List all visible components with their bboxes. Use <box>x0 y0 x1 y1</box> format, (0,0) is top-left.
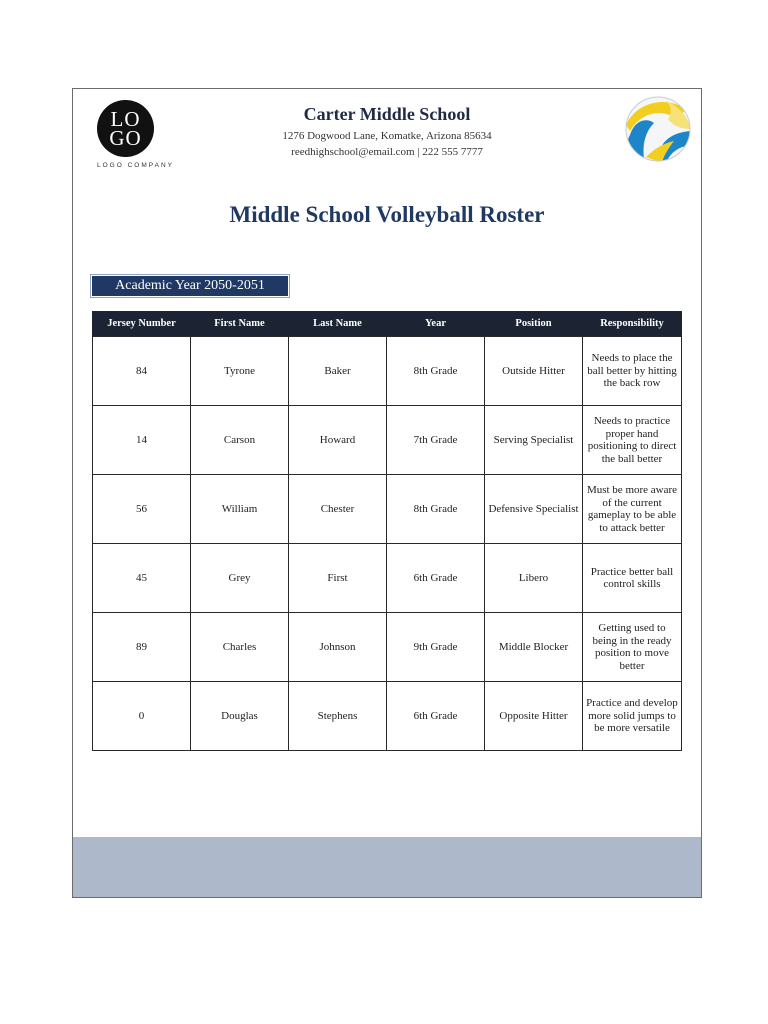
table-row <box>93 475 682 544</box>
academic-year-label: Academic Year 2050-2051 <box>92 276 288 296</box>
cell-responsibility: Practice and develop more solid jumps to be more versatile <box>583 682 682 751</box>
cell-position: Opposite Hitter <box>485 682 583 751</box>
cell-jersey-number: 84 <box>93 337 191 406</box>
cell-last-name: Stephens <box>289 682 387 751</box>
cell-position: Middle Blocker <box>485 613 583 682</box>
table-header-row <box>93 311 682 337</box>
cell-last-name: Chester <box>289 475 387 544</box>
table-row <box>93 406 682 475</box>
page-title: Middle School Volleyball Roster <box>229 202 545 227</box>
cell-last-name: First <box>289 544 387 613</box>
cell-jersey-number: 89 <box>93 613 191 682</box>
cell-year: 6th Grade <box>387 682 485 751</box>
footer-band <box>73 837 701 897</box>
header-year: Year <box>387 311 485 337</box>
cell-position: Defensive Specialist <box>485 475 583 544</box>
cell-responsibility: Getting used to being in the ready position to move better <box>583 613 682 682</box>
logo-text-line1: LO <box>110 106 141 131</box>
cell-year: 8th Grade <box>387 475 485 544</box>
cell-position: Outside Hitter <box>485 337 583 406</box>
header-last-name: Last Name <box>289 311 387 337</box>
school-address: 1276 Dogwood Lane, Komatke, Arizona 85634 <box>282 130 492 142</box>
cell-responsibility: Needs to practice proper hand positioning to direct the ball better <box>583 406 682 475</box>
header-responsibility: Responsibility <box>583 311 682 337</box>
roster-table <box>92 311 682 751</box>
cell-first-name: Grey <box>191 544 289 613</box>
table-row <box>93 544 682 613</box>
cell-last-name: Johnson <box>289 613 387 682</box>
cell-jersey-number: 14 <box>93 406 191 475</box>
cell-first-name: Douglas <box>191 682 289 751</box>
cell-position: Serving Specialist <box>485 406 583 475</box>
cell-first-name: William <box>191 475 289 544</box>
logo-text-line2: GO <box>109 125 142 150</box>
cell-first-name: Charles <box>191 613 289 682</box>
table-row <box>93 337 682 406</box>
cell-first-name: Carson <box>191 406 289 475</box>
cell-year: 6th Grade <box>387 544 485 613</box>
school-contact: reedhighschool@email.com | 222 555 7777 <box>291 146 483 158</box>
cell-jersey-number: 56 <box>93 475 191 544</box>
volleyball-icon <box>624 95 692 163</box>
cell-year: 9th Grade <box>387 613 485 682</box>
school-name: Carter Middle School <box>303 104 471 124</box>
header-position: Position <box>485 311 583 337</box>
logo-company-text: LOGO COMPANY <box>97 162 174 169</box>
header-jersey-number: Jersey Number <box>93 311 191 337</box>
document-page <box>72 88 702 898</box>
cell-first-name: Tyrone <box>191 337 289 406</box>
cell-last-name: Baker <box>289 337 387 406</box>
cell-responsibility: Needs to place the ball better by hitting the back row <box>583 337 682 406</box>
cell-jersey-number: 0 <box>93 682 191 751</box>
cell-jersey-number: 45 <box>93 544 191 613</box>
table-row <box>93 682 682 751</box>
header-first-name: First Name <box>191 311 289 337</box>
cell-year: 7th Grade <box>387 406 485 475</box>
table-row <box>93 613 682 682</box>
cell-responsibility: Must be more aware of the current gameplay to be able to attack better <box>583 475 682 544</box>
cell-year: 8th Grade <box>387 337 485 406</box>
cell-last-name: Howard <box>289 406 387 475</box>
cell-position: Libero <box>485 544 583 613</box>
school-header <box>73 104 701 158</box>
cell-responsibility: Practice better ball control skills <box>583 544 682 613</box>
